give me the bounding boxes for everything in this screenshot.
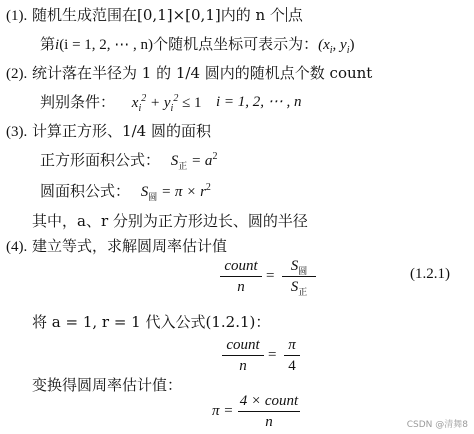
step1-detail-i: i bbox=[55, 37, 60, 53]
eq2-equals: = bbox=[268, 347, 277, 363]
circle-area-formula bbox=[40, 181, 211, 202]
step2-text: 统计落在半径为 1 的 1/4 圆内的随机点个数 count bbox=[32, 64, 373, 82]
eq3-fraction bbox=[238, 392, 300, 431]
step1-detail-a: 第 bbox=[40, 35, 56, 53]
cond-y-sup: 2 bbox=[173, 93, 179, 104]
step3-line bbox=[6, 121, 211, 142]
coord-y-sub: i bbox=[346, 45, 350, 56]
eq1-rden-s: S bbox=[290, 279, 299, 295]
eq3-denominator: n bbox=[265, 414, 273, 430]
fraction-bar bbox=[238, 411, 300, 412]
coord-close: ) bbox=[349, 37, 355, 53]
condition-label: 判别条件： bbox=[40, 93, 116, 111]
eq2-numerator: count bbox=[226, 337, 260, 353]
eq3-lhs: π = bbox=[212, 403, 234, 419]
step1-detail-desc: 个随机点坐标可表示为： bbox=[153, 35, 319, 53]
fraction-bar bbox=[284, 355, 300, 356]
eq1-rnum-s: S bbox=[290, 258, 299, 274]
cond-y: + y bbox=[146, 95, 171, 111]
step3-text: 计算正方形、1/4 圆的面积 bbox=[32, 122, 211, 140]
condition-range: i = 1, 2, ⋯ , n bbox=[216, 94, 302, 110]
circle-s-sub: 圆 bbox=[148, 192, 158, 202]
circle-sup: 2 bbox=[205, 182, 211, 193]
eq1-right-numerator bbox=[282, 257, 316, 275]
transform-text: 变换得圆周率估计值： bbox=[32, 376, 183, 394]
text-cursor bbox=[286, 7, 287, 22]
cond-x-sub: i bbox=[138, 103, 142, 114]
step1-line bbox=[6, 5, 303, 26]
substitution-text: 将 a = 1, r = 1 代入公式(1.2.1)： bbox=[32, 313, 271, 331]
circle-area-label: 圆面积公式： bbox=[40, 182, 131, 200]
eq2-right-denominator: 4 bbox=[288, 358, 296, 374]
coord-y: , y bbox=[332, 37, 347, 53]
eq1-denominator: n bbox=[237, 279, 245, 295]
step1-text: 随机生成范围在[0,1]×[0,1]内的 n 个 bbox=[32, 6, 285, 24]
eq1-equals: = bbox=[266, 268, 275, 284]
eq2-right-numerator: π bbox=[288, 337, 296, 353]
step3-marker: (3). bbox=[6, 124, 28, 140]
eq2-left-fraction bbox=[222, 336, 264, 375]
eq1-rnum-sub: 圆 bbox=[298, 266, 308, 276]
condition-expr bbox=[131, 93, 202, 114]
step1-marker: (1). bbox=[6, 8, 28, 24]
eq1-numerator: count bbox=[224, 258, 258, 274]
fraction-bar bbox=[220, 276, 262, 277]
step1-text-end: 点 bbox=[287, 6, 303, 24]
square-area-label: 正方形面积公式： bbox=[40, 151, 161, 169]
coord-expr bbox=[318, 37, 355, 56]
eq1-rden-sub: 正 bbox=[298, 287, 308, 297]
coord-x: (x bbox=[318, 37, 330, 53]
square-area-expr bbox=[171, 153, 218, 169]
eq2-denominator: n bbox=[239, 358, 247, 374]
step3-note: 其中，a、r 分别为正方形边长、圆的半径 bbox=[32, 212, 308, 230]
fraction-bar bbox=[222, 355, 264, 356]
cond-y-sub: i bbox=[170, 103, 174, 114]
cond-le: ≤ 1 bbox=[178, 95, 202, 111]
square-area-formula bbox=[40, 150, 217, 171]
eq2-right-fraction bbox=[284, 336, 300, 375]
square-s: S bbox=[170, 153, 179, 169]
eq1-right-denominator bbox=[282, 278, 316, 296]
cond-x: x bbox=[131, 95, 139, 111]
step2-marker: (2). bbox=[6, 66, 28, 82]
step1-detail bbox=[40, 34, 354, 55]
eq1-right-fraction bbox=[282, 257, 316, 296]
circle-area-expr bbox=[141, 184, 211, 200]
equation-number: (1.2.1) bbox=[410, 266, 450, 282]
eq1-left-fraction bbox=[220, 257, 262, 296]
step4-text: 建立等式，求解圆周率估计值 bbox=[32, 237, 228, 255]
square-sup: 2 bbox=[212, 151, 218, 162]
step4-marker: (4). bbox=[6, 239, 28, 255]
square-rhs: = a bbox=[187, 153, 213, 169]
eq3-numerator: 4 × count bbox=[239, 393, 299, 409]
circle-rhs: = π × r bbox=[157, 184, 206, 200]
watermark: CSDN @清舞8 bbox=[406, 420, 468, 430]
coord-x-sub: i bbox=[329, 45, 333, 56]
circle-s: S bbox=[140, 184, 149, 200]
square-s-sub: 正 bbox=[178, 161, 188, 171]
fraction-bar bbox=[282, 276, 316, 277]
step2-condition bbox=[40, 92, 202, 113]
step1-detail-range: (i = 1, 2, ⋯ , n) bbox=[59, 37, 154, 53]
cond-x-sup: 2 bbox=[141, 93, 147, 104]
step4-line bbox=[6, 236, 227, 257]
step2-line bbox=[6, 63, 372, 84]
